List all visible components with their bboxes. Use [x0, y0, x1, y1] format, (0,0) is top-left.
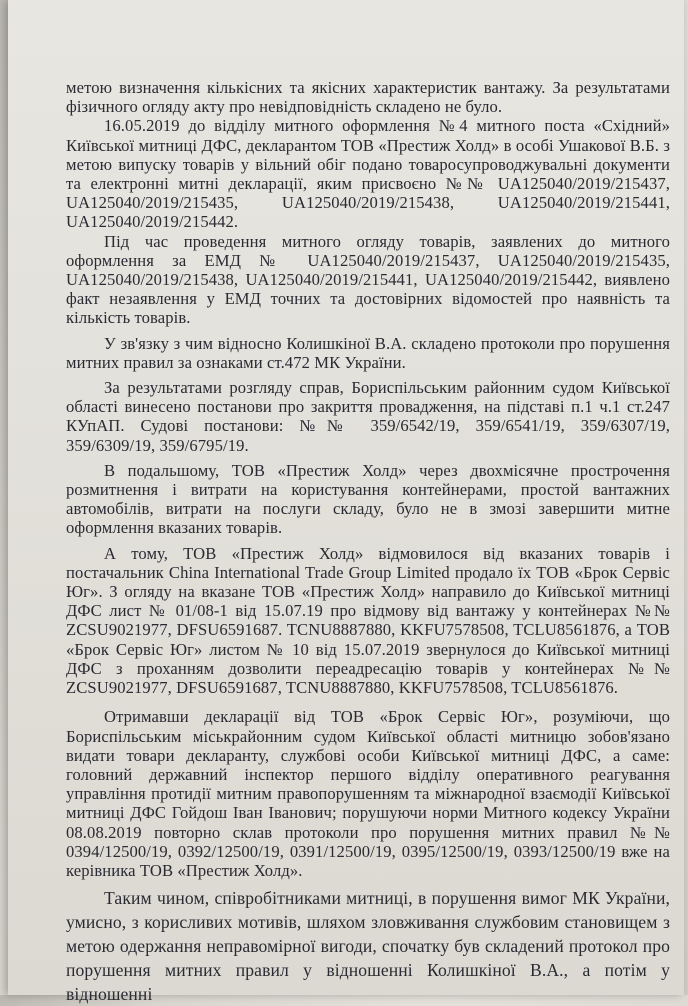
paragraph-9: Таким чином, співробітниками митниці, в порушення вимог МК України, умисно, з корисливих мотивів, шляхом зловживання службовим становищем з метою одержання неправомірної вигоди, спочатку був складений протокол про порушення митних правил у відношенні Колишкіної В.А., а потім у відношенні — [66, 888, 670, 1005]
paragraph-7: А тому, ТОВ «Престиж Холд» відмовилося від вказаних товарів і постачальник China International Trade Group Limited продало їх ТОВ «Брок Сервіс Юг». З огляду на вказане ТОВ «Престиж Холд» направило до Київської митниці ДФС лист № 01/08-1 від 15.07.19 про відмову від вантажу у контейнерах №№ ZCSU9021977, DFSU6591687. TCNU8887880, KKFU7578508, TCLU8561876, а ТОВ «Брок Сервіс Юг» листом № 10 від 15.07.2019 звернулося до Київської митниці ДФС з проханням дозволити переадресацію товарів у контейнерах №№ ZCSU9021977, DFSU6591687, TCNU8887880, KKFU7578508, TCLU8561876. — [66, 543, 670, 698]
paragraph-2: 16.05.2019 до відділу митного оформлення №4 митного поста «Східний» Київської митниці ДФС, декларантом ТОВ «Престиж Холд» в особі Ушакової В.Б. з метою випуску товарів у вільний обіг подано товаросупроводжувальні документи та електронні митні декларації, яким присвоєно №№ UA125040/2019/215437, UA125040/2019/215435, UA125040/2019/215438, UA125040/2019/215441, UA125040/2019/215442. — [66, 116, 670, 232]
document-body — [66, 78, 670, 1006]
paragraph-1: метою визначення кількісних та якісних характеристик вантажу. За результатами фізичного огляду акту про невідповідність складено не було. — [66, 78, 670, 117]
paragraph-3: Під час проведення митного огляду товарів, заявлених до митного оформлення за ЕМД № UA125040/2019/215437, UA125040/2019/215435, UA125040/2019/215438, UA125040/2019/215441, UA125040/2019/215442, виявлено факт незаявлення у ЕМД точних та достовірних відомостей про наявність та кількість товарів. — [66, 231, 670, 328]
document-page — [8, 0, 684, 1005]
paragraph-4: У зв'язку з чим відносно Колишкіної В.А. складено протоколи про порушення митних правил за ознаками ст.472 МК України. — [66, 333, 670, 372]
paragraph-5: За результатами розгляду справ, Бориспільським районним судом Київської області винесено постанови про закриття провадження, на підставі п.1 ч.1 ст.247 КУпАП. Судові постанови: №№ 359/6542/19, 359/6541/19, 359/6307/19, 359/6309/19, 359/6795/19. — [66, 378, 670, 455]
paragraph-6: В подальшому, ТОВ «Престиж Холд» через двохмісячне прострочення розмитнення і витрати на користування контейнерами, простой вантажних автомобілів, витрати на послуги складу, було не в змозі завершити митне оформлення вказаних товарів. — [66, 460, 670, 538]
paragraph-8: Отримавши декларації від ТОВ «Брок Сервіс Юг», розуміючи, що Бориспільським міськрайонним судом Київської області митницю зобов'язано видати товари декларанту, службові особи Київської митниці ДФС, а саме: головний державний інспектор першого відділу оперативного реагування управління протидії митним правопорушенням та міжнародної взаємодії Київської митниці ДФС Гойдош Іван Іванович; порушуючи норми Митного кодексу України 08.08.2019 повторно склав протоколи про порушення митних правил №№ 0394/12500/19, 0392/12500/19, 0391/12500/19, 0395/12500/19, 0393/12500/19 вже на керівника ТОВ «Престиж Холд». — [66, 707, 670, 880]
